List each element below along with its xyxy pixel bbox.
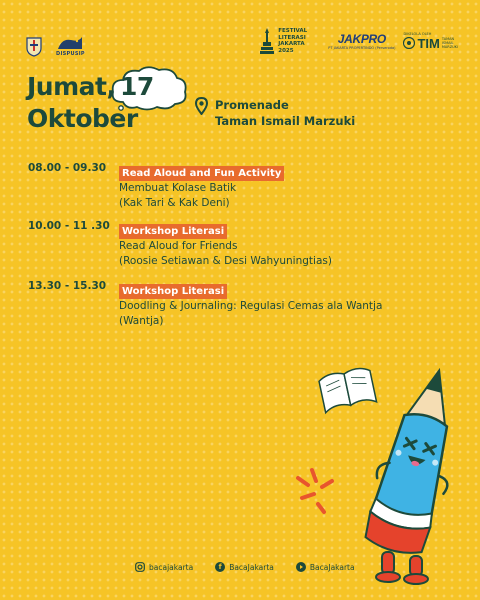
schedule-tag: Workshop Literasi: [119, 224, 227, 239]
festival-line-3: JAKARTA: [278, 41, 305, 47]
schedule-tag: Read Aloud and Fun Activity: [119, 166, 284, 181]
festival-line-1: FESTIVAL: [278, 28, 308, 34]
festival-monument-icon: [260, 28, 274, 54]
mascot-legs: [376, 552, 428, 584]
partner-logos-left: [26, 36, 85, 57]
tim-emblem-icon: [403, 37, 415, 49]
location-pin-icon: [195, 97, 208, 115]
instagram-link[interactable]: [135, 562, 193, 572]
pencil-mascot-illustration: [290, 360, 480, 590]
jakpro-sub-label: PT JAKARTA PROPERTINDO (Perseroda): [328, 46, 396, 50]
venue-line-1: Promenade: [215, 98, 289, 112]
schedule-time: 08.00 - 09.30: [28, 162, 107, 174]
youtube-handle: BacaJakarta: [309, 562, 355, 572]
facebook-icon: f: [215, 562, 225, 572]
schedule-time: 10.00 - 11 .30: [28, 220, 110, 232]
date-month: Oktober: [27, 104, 138, 133]
event-venue: [195, 97, 355, 129]
social-footer: [135, 562, 355, 572]
schedule-speaker: (Wantja): [119, 315, 164, 327]
tim-managed-label: DIKELOLA OLEH: [403, 31, 432, 36]
tim-side-line-3: MARZUKI: [441, 45, 458, 49]
festival-literasi-logo: [260, 28, 320, 54]
schedule-title: Doodling & Journaling: Regulasi Cemas ala Wantja: [119, 300, 383, 312]
youtube-icon: [296, 562, 306, 572]
dispusip-wave-icon: [57, 36, 83, 50]
venue-line-2: Taman Ismail Marzuki: [215, 114, 356, 128]
schedule-speaker: (Kak Tari & Kak Deni): [119, 197, 230, 209]
tim-logo: [403, 32, 458, 51]
instagram-handle: bacajakarta: [149, 562, 194, 572]
schedule-tag: Workshop Literasi: [119, 284, 227, 299]
schedule-title: Read Aloud for Friends: [119, 240, 238, 252]
facebook-handle: BacaJakarta: [229, 562, 274, 572]
instagram-icon: [135, 562, 145, 572]
sparkle-burst-icon: [298, 470, 332, 512]
tim-label: TIM: [417, 35, 440, 51]
schedule-title: Membuat Kolase Batik: [119, 182, 237, 194]
schedule-speaker: (Roosie Setiawan & Desi Wahyuningtias): [119, 255, 332, 267]
jakpro-label: JAKPRO: [337, 32, 386, 46]
open-book-icon: [318, 366, 376, 413]
date-weekday: Jumat,: [27, 72, 116, 101]
schedule-time: 13.30 - 15.30: [28, 280, 107, 292]
pencil-character: [358, 362, 475, 560]
partner-logos-right: [260, 28, 458, 54]
tim-side-line-2: ISMAIL: [441, 41, 454, 45]
jakpro-logo: [328, 32, 395, 50]
facebook-link[interactable]: [215, 562, 274, 572]
date-day: 17: [120, 72, 154, 101]
tim-side-line-1: TAMAN: [441, 37, 455, 41]
event-date: [27, 72, 217, 142]
dispusip-label: DISPUSIP: [56, 51, 85, 57]
dispusip-logo: [56, 36, 85, 57]
festival-line-2: LITERASI: [278, 34, 306, 41]
jakarta-crest-logo: [26, 37, 42, 57]
youtube-link[interactable]: [296, 562, 355, 572]
festival-line-4: 2025: [278, 47, 294, 54]
